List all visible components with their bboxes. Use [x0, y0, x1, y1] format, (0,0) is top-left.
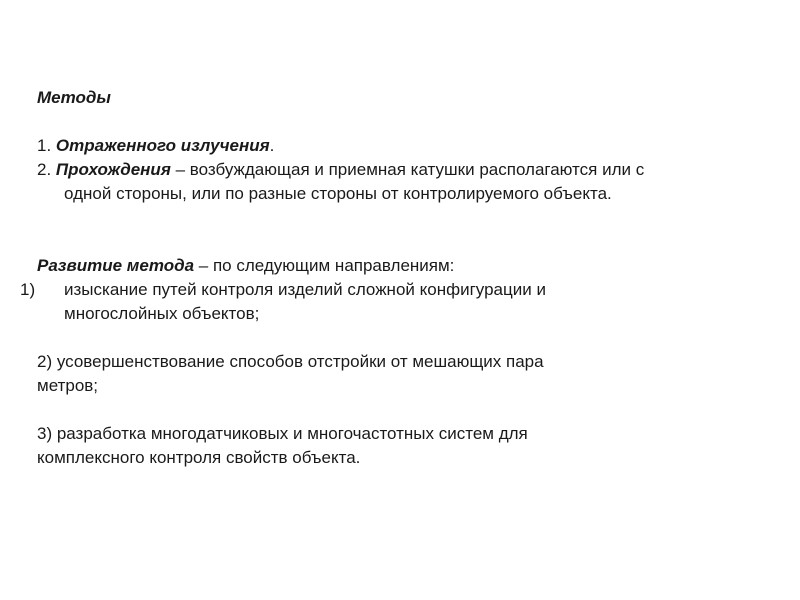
- method-2-desc-line2: одной стороны, или по разные стороны от контролируемого объекта.: [64, 184, 612, 203]
- method-1-tail: .: [269, 136, 275, 155]
- development-item-3-line2: комплексного контроля свойств объекта.: [37, 448, 361, 467]
- development-heading: [37, 256, 454, 276]
- development-item-1-line1: изыскание путей контроля изделий сложной конфигурации и: [64, 280, 546, 299]
- method-2-number: 2.: [37, 160, 52, 179]
- development-item-1-marker: 1): [20, 280, 36, 299]
- method-2-title: Прохождения: [55, 160, 171, 179]
- method-1-title: Отраженного излучения: [55, 136, 270, 155]
- development-item-1-line2: многослойных объектов;: [64, 304, 260, 323]
- method-1: [37, 136, 274, 156]
- development-title: Развитие метода: [37, 256, 195, 275]
- development-item-2-line2: метров;: [37, 376, 99, 395]
- method-1-number: 1.: [37, 136, 52, 155]
- development-item-2-line1: 2) усовершенствование способов отстройки от мешающих пара: [37, 352, 544, 371]
- development-item-3-line1: 3) разработка многодатчиковых и многочастотных систем для: [37, 424, 528, 443]
- method-2-desc-line1: – возбуждающая и приемная катушки располагаются или с: [170, 160, 645, 179]
- method-2: [37, 160, 644, 180]
- development-rest: – по следующим направлениям:: [194, 256, 455, 275]
- methods-heading: Методы: [37, 88, 111, 107]
